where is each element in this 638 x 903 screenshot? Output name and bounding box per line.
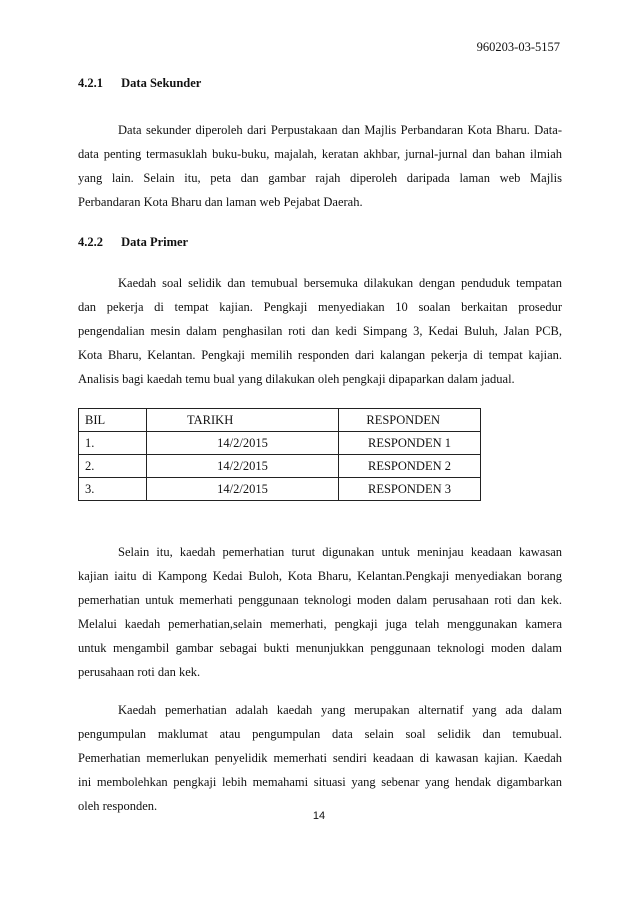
paragraph-line: pengumpulan maklumat atau pengumpulan data selain soal selidik dan temubual. — [78, 727, 562, 741]
paragraph-line: Analisis bagi kaedah temu bual yang dilakukan oleh pengkaji dipaparkan dalam jadual. — [78, 372, 515, 386]
table-row — [79, 478, 481, 501]
paragraph-line: Selain itu, kaedah pemerhatian turut digunakan untuk meninjau keadaan kawasan — [118, 545, 562, 559]
paragraph-data-primer — [78, 271, 562, 391]
cell-bil: 2. — [79, 455, 147, 478]
cell-bil: 1. — [79, 432, 147, 455]
cell-responden: RESPONDEN 3 — [339, 478, 481, 501]
paragraph-line: untuk mengambil gambar sebagai bukti menunjukkan penggunaan teknologi moden dalam — [78, 641, 562, 655]
document-id: 960203-03-5157 — [476, 40, 560, 54]
paragraph-line: perusahaan roti dan kek. — [78, 665, 201, 679]
column-header-tarikh: TARIKH — [147, 409, 339, 432]
section-title: Data Sekunder — [121, 76, 202, 90]
paragraph-line: data penting termasuklah buku-buku, majalah, keratan akhbar, jurnal-jurnal dan bahan ilmiah — [78, 147, 562, 161]
paragraph-line: dan pekerja di tempat kajian. Pengkaji menyediakan 10 soalan berkaitan prosedur — [78, 300, 562, 314]
table-row — [79, 432, 481, 455]
cell-tarikh: 14/2/2015 — [147, 478, 339, 501]
respondent-table — [78, 408, 481, 501]
paragraph-line: pengendalian mesin dalam penghasilan roti dan kedi Simpang 3, Kedai Buluh, Jalan PCB, — [78, 324, 562, 338]
section-number: 4.2.1 — [78, 76, 103, 90]
section-heading-data-sekunder — [78, 76, 201, 91]
cell-tarikh: 14/2/2015 — [147, 432, 339, 455]
paragraph-line: Pemerhatian memerlukan penyelidik memerhati sendiri keadaan di kawasan kajian. Kaedah — [78, 751, 562, 765]
page-number: 14 — [312, 810, 326, 822]
column-header-responden: RESPONDEN — [339, 409, 481, 432]
paragraph-kaedah-pemerhatian — [78, 698, 562, 818]
paragraph-data-sekunder — [78, 118, 562, 214]
column-header-bil: BIL — [79, 409, 147, 432]
paragraph-line: Melalui kaedah pemerhatian,selain memerhati, pengkaji juga telah menggunakan kamera — [78, 617, 562, 631]
paragraph-line: ini membolehkan pengkaji lebih memahami situasi yang sebenar yang hendak digambarkan — [78, 775, 562, 789]
section-number: 4.2.2 — [78, 235, 103, 249]
paragraph-line: yang lain. Selain itu, peta dan gambar rajah diperoleh daripada laman web Majlis — [78, 171, 562, 185]
section-heading-data-primer — [78, 235, 188, 250]
paragraph-line: kajian iaitu di Kampong Kedai Buloh, Kota Bharu, Kelantan.Pengkaji menyediakan borang — [78, 569, 562, 583]
paragraph-line: Perbandaran Kota Bharu dan laman web Pejabat Daerah. — [78, 195, 363, 209]
paragraph-line: Kaedah pemerhatian adalah kaedah yang merupakan alternatif yang ada dalam — [118, 703, 562, 717]
paragraph-line: oleh responden. — [78, 799, 158, 813]
paragraph-line: pemerhatian untuk memerhati penggunaan teknologi moden dalam perusahaan roti dan kek. — [78, 593, 562, 607]
cell-responden: RESPONDEN 1 — [339, 432, 481, 455]
paragraph-line: Kota Bharu, Kelantan. Pengkaji memilih responden dari kalangan pekerja di tempat kajian. — [78, 348, 562, 362]
paragraph-line: Data sekunder diperoleh dari Perpustakaan dan Majlis Perbandaran Kota Bharu. Data- — [118, 123, 562, 137]
table-row — [79, 455, 481, 478]
table-header-row — [79, 409, 481, 432]
cell-responden: RESPONDEN 2 — [339, 455, 481, 478]
cell-bil: 3. — [79, 478, 147, 501]
section-title: Data Primer — [121, 235, 189, 249]
paragraph-line: Kaedah soal selidik dan temubual bersemuka dilakukan dengan penduduk tempatan — [118, 276, 562, 290]
cell-tarikh: 14/2/2015 — [147, 455, 339, 478]
paragraph-pemerhatian — [78, 540, 562, 684]
